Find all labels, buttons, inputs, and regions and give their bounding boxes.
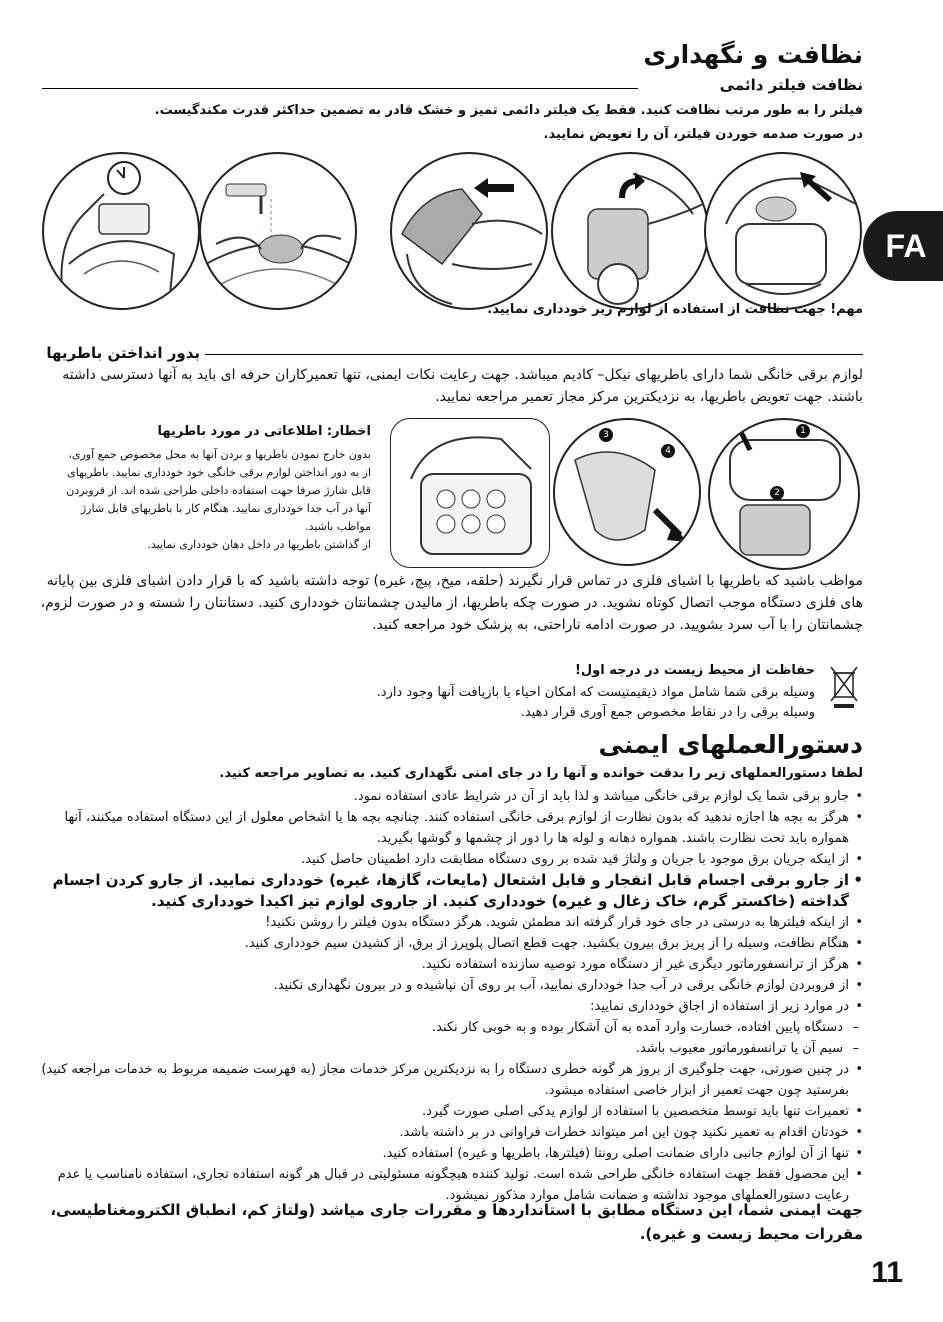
safety-item: • خودتان اقدام به تعمیر نکنید چون این امر میتواند خطرات فراوانی در بر داشته باشد.	[33, 1122, 863, 1143]
safety-item: • از فروبردن لوازم خانگی برقی در آب جدا خودداری نمایید، آب بر روی آن نپاشیده و در بیرون نگهداری نکنید.	[33, 975, 863, 996]
page-number: 11	[871, 1256, 903, 1289]
safety-item: • در چنین صورتی، جهت جلوگیری از بروز هر گونه خطری دستگاه را به نزدیکترین مرکز خدمات مجاز (به فهرست ضمیمه مربوط به خدمات مراجعه کنید) بفرستید چون جهت تعمیر از ابزار خاصی استفاده میشود.	[33, 1059, 863, 1101]
battery-warning-line: بدون خارج نمودن باطریها و بردن آنها به محل مخصوص جمع آوری،	[68, 448, 371, 461]
filter-dry-drawing	[392, 154, 546, 308]
battery-step-illustration	[708, 418, 860, 570]
environment-line-1: وسیله برقی شما شامل مواد ذیقیمتیست که امکان احیاء یا بازیافت آنها وجود دارد.	[376, 685, 815, 700]
clock-icon	[104, 158, 144, 198]
battery-warning-title: اخطار: اطلاعاتی در مورد باطریها	[157, 424, 371, 439]
cleaning-para-1: فیلتر را به طور مرتب نظافت کنید. فقط یک فیلتر دائمی تمیز و خشک قادر به تضمین حداکثر قدرت مکندگیست.	[154, 103, 863, 118]
battery-warning-line: قابل شارژ صرفا جهت استفاده داخلی طراحی شده اند. از فروبردن	[66, 484, 371, 497]
safety-intro: لطفا دستورالعملهای زیر را بدقت خوانده و آنها را در جای امنی نگهداری کنید. به تصاویر مراجعه کنید.	[219, 766, 863, 781]
battery-removal-illustration	[390, 418, 550, 568]
battery-rule	[205, 354, 863, 355]
safety-item: • از اینکه جریان برق موجود با جریان و ولتاژ قید شده بر روی دستگاه مطابقت دارد اطمینان حاصل کنید.	[33, 849, 863, 870]
safety-item: • از اینکه فیلترها به درستی در جای خود قرار گرفته اند مطمئن شوید. هرگز دستگاه بدون فیلتر را روشن نکنید!	[33, 912, 863, 933]
battery-step-illustration	[553, 418, 701, 566]
safety-list	[33, 786, 863, 1206]
battery-para: لوازم برقی خانگی شما دارای باطریهای نیکل– کادیم میباشد. جهت رعایت نکات ایمنی، تنها تعمیرکاران حرفه ای باید به آنها دسترسی داشته باشند. جهت تعویض باطریها، به نزدیکترین مرکز مجاز تعمیر مراجعه نمایید.	[62, 367, 863, 405]
safety-footer: جهت ایمنی شما، این دستگاه مطابق با استانداردها و مقررات جاری میاشد (ولتاژ کم، انطباق الکترومغناطیسی، مقررات محیط زیست و غیره).	[50, 1201, 863, 1243]
filter-step-illustration	[704, 152, 862, 310]
battery-warning-line: از گذاشتن باطریها در داخل دهان خودداری نمایید.	[147, 538, 371, 551]
safety-item: • جارو برقی شما یک لوازم برقی خانگی میباشد و لذا باید از آن در شرایط عادی استفاده نمود.	[33, 786, 863, 807]
safety-title: دستورالعملهای ایمنی	[598, 730, 863, 759]
filter-step-illustration	[551, 152, 709, 310]
battery-cover-drawing	[710, 420, 858, 568]
battery-warning-lines	[31, 446, 371, 554]
arrow-icon	[613, 168, 649, 204]
cleaning-important-note: مهم! جهت نظافت از استفاده از لوازم زیر خودداری نمایید.	[487, 302, 863, 317]
environment-line-2: وسیله برقی را در نقاط مخصوص جمع آوری قرار دهید.	[520, 705, 815, 720]
arrow-icon	[796, 168, 836, 204]
safety-item: • این محصول فقط جهت استفاده خانگی طراحی شده است. تولید کننده هیچگونه مسئولیتی در قبال هر گونه استفاده تجاری، استفاده نامناسب یا عدم رعایت دستورالعملهای موجود نداشته و ضمانت شامل موارد مذکور نمیشود.	[33, 1164, 863, 1206]
battery-title: بدور انداختن باطریها	[46, 344, 200, 362]
step-badge-2: 2	[770, 486, 784, 500]
arrow-icon	[470, 176, 518, 200]
crossed-out-bin-icon	[830, 665, 858, 709]
safety-item: • هرگز از ترانسفورماتور دیگری غیر از دستگاه مورد توصیه سازنده استفاده نکنید.	[33, 954, 863, 975]
filter-open-drawing	[706, 154, 860, 308]
safety-item: • تعمیرات تنها باید توسط متخصصین با استفاده از لوازم یدکی اصلی صورت گیرد.	[33, 1101, 863, 1122]
safety-item: • از جارو برقی اجسام قابل انفجار و قابل اشتعال (مایعات، گازها، غیره) خودداری نمایید. از جارو کردن اجسام گداخته (خاکستر گرم، خاک زغال و غیره) خودداری کنید. از جاروی لوازم تیز اکیدا خودداری کنید.	[33, 870, 863, 912]
step-badge-4: 4	[661, 444, 675, 458]
cleaning-rule	[42, 88, 638, 89]
step-badge-3: 3	[599, 428, 613, 442]
battery-caution-para: مواظب باشید که باطریها با اشیای فلزی در تماس قرار نگیرند (حلقه، میخ، پیچ، غیره) توجه داشته باشید که با قرار دادن اشیای فلزی بین پایانه های فلزی دستگاه موجب اتصال کوتاه نشوید. در صورت چکه باطریها، از مالیدن چشمانتان خودداری کنید. دستانتان را شسته و در صورت لزوم، چشمانتان را با آب سرد بشویید. در صورت ادامه ناراحتی، به پزشک خود مراجعه کنید.	[40, 573, 863, 633]
battery-warning-line: آنها در آب جدا خودداری نمایید. هنگام کار با باطریهای قابل شارژ	[80, 502, 371, 515]
safety-item: • در موارد زیر از استفاده از اجاق خودداری نمایید:	[33, 996, 863, 1017]
battery-warning-line: از به دور انداختن لوازم برقی خانگی خود خودداری نمایید. باطریهای	[67, 466, 371, 479]
battery-warning-line: مواظب باشید.	[305, 520, 371, 533]
filter-step-illustration	[390, 152, 548, 310]
filter-wash-drawing	[201, 154, 355, 308]
battery-step-drawing	[555, 420, 699, 564]
cleaning-para-2: در صورت صدمه خوردن فیلتر، آن را تعویض نمایید.	[543, 127, 863, 142]
environment-title: حفاظت از محیط زیست در درجه اول!	[574, 663, 815, 678]
language-tab: FA	[863, 211, 943, 281]
cleaning-title: نظافت و نگهداری	[643, 40, 863, 69]
safety-item: • هنگام نظافت، وسیله را از پریز برق بیرون بکشید. جهت قطع اتصال پلوپرز از برق، از کشیدن سیم خودداری کنید.	[33, 933, 863, 954]
safety-item: – سیم آن یا ترانسفورماتور معیوب باشد.	[33, 1038, 863, 1059]
cleaning-subtitle: نظافت فیلتر دائمی	[719, 76, 863, 94]
safety-item: • هرگز به بچه ها اجازه ندهید که بدون نظارت از لوازم برقی خانگی استفاده کنند. چنانچه بچه ها یا اشخاص معلول از این دستگاه استفاده میکنند، آنها همواره باید تحت نظارت باشند. همواره دهانه و لوله ها را دور از چشمها و گوشها بگیرید.	[33, 807, 863, 849]
step-badge-1: 1	[796, 424, 810, 438]
filter-step-illustration	[42, 152, 200, 310]
safety-item: – دستگاه پایین افتاده، خسارت وارد آمده به آن آشکار بوده و به خوبی کار نکند.	[33, 1017, 863, 1038]
safety-item: • تنها از آن لوازم جانبی دارای ضمانت اصلی رونتا (فیلترها، باطریها و غیره) استفاده کنید.	[33, 1143, 863, 1164]
battery-pack-drawing	[391, 419, 549, 567]
filter-step-illustration	[199, 152, 357, 310]
